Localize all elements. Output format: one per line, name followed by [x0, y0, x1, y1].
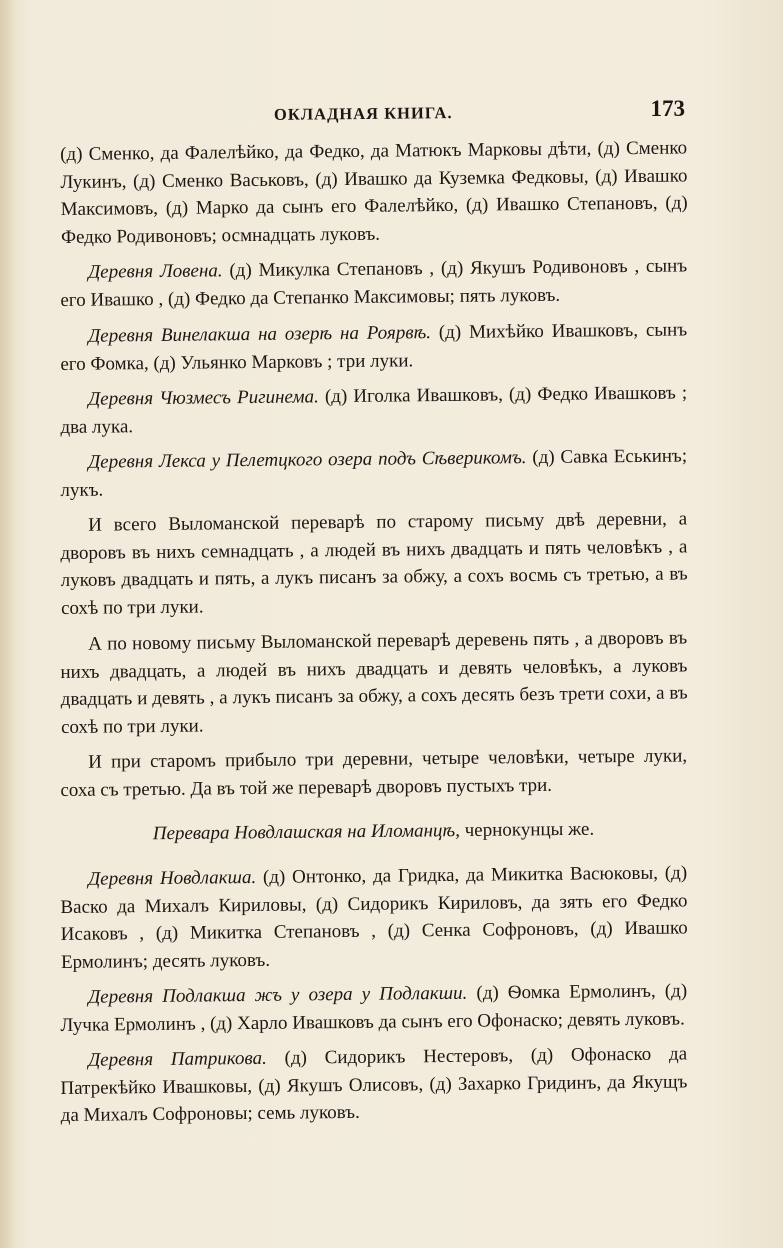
page-header — [60, 96, 685, 136]
paragraph — [60, 379, 688, 441]
paragraph-text: (д) Микулка Степановъ , (д) Якушъ Родивоновъ , сынъ его Ивашко , (д) Федко да Степанко Максимовы; пять луковъ. — [60, 255, 688, 311]
village-name: Деревня Патрикова. — [88, 1048, 267, 1071]
paragraph — [60, 253, 688, 315]
paragraph — [60, 977, 688, 1039]
section-heading — [60, 815, 687, 849]
paragraph-text: А по новому письму Выломанской переварѣ деревень пять , а дворовъ въ нихъ двадцать, а людей въ нихъ двадцать и девять человѣкъ, а луковъ двадцать и девять , а лукъ писанъ за обжу, а сохъ десять безъ трети сохи, а въ сохѣ по три луки. — [60, 626, 688, 738]
paragraph-text: (д) Сидорикъ Нестеровъ, (д) Офонаско да Патрекѣйко Ивашковы, (д) Якушъ Олисовъ, (д) Захарко Гридинъ, да Якущъ да Михалъ Софроновы; семь луковъ. — [60, 1043, 688, 1127]
village-name: Деревня Лекса у Пелетцкого озера подъ Сѣверикомъ. — [88, 447, 527, 473]
paragraph — [60, 506, 688, 623]
page-body — [60, 137, 688, 1138]
paragraph-text: И при старомъ прибыло три деревни, четыре человѣки, четыре луки, соха съ третью. Да въ той же переварѣ дворовъ пустыхъ три. — [60, 745, 688, 801]
village-name: Деревня Ловена. — [88, 260, 223, 284]
section-heading-italic: Перевара Новдлашская на Иломанцѣ, — [152, 820, 461, 845]
paragraph — [60, 316, 688, 378]
paragraph — [60, 1041, 688, 1130]
village-name: Деревня Винелакша на озерѣ на Роярвѣ. — [88, 321, 432, 347]
page-number: 173 — [650, 96, 685, 121]
paragraph — [60, 134, 688, 251]
paragraph-text: (д) Сменко, да Фалелѣйко, да Федко, да Матюкъ Марковы дѣти, (д) Сменко Лукинъ, (д) Сменко Васьковъ, (д) Ивашко да Куземка Федковы, (д) Ивашко Максимовъ, (д) Марко да сынъ его Фалелѣйко, (д) Ивашко Степановъ, (д) Федко Родивоновъ; осмнадцать луковъ. — [60, 137, 688, 248]
paragraph-text: (д) Иголка Ивашковъ, (д) Федко Ивашковъ ; два лука. — [60, 382, 688, 438]
village-name: Деревня Новдлакша. — [88, 866, 257, 890]
running-title: ОКЛАДНАЯ КНИГА. — [273, 103, 453, 124]
paragraph-text: И всего Выломанской переварѣ по старому письму двѣ деревни, а дворовъ въ нихъ семнадцать , а людей въ нихъ двадцать и пять человѣкъ , а луковъ двадцать и пять, а лукъ писанъ за обжу, а сохъ восмь съ третью, а въ сохѣ по три луки. — [60, 508, 688, 619]
paragraph — [60, 859, 688, 976]
paragraph-text: (д) Савка Еськинъ; лукъ. — [60, 445, 688, 501]
paragraph-text: (д) Онтонко, да Гридка, да Микитка Васюковы, (д) Васко да Михалъ Кириловы, (д) Сидорикъ Кириловъ, да зять его Федко Исаковъ , (д) Микитка Степановъ , (д) Сенка Софроновъ, (д) Ивашко Ермолинъ; десять луковъ. — [60, 862, 688, 973]
paragraph — [60, 624, 688, 741]
paragraph-text: (д) Михѣйко Ивашковъ, сынъ его Фомка, (д) Ульянко Марковъ ; три луки. — [60, 318, 688, 375]
village-name: Деревня Чюзмесъ Ригинема. — [88, 386, 319, 410]
page-gutter-shadow — [0, 0, 14, 1248]
paragraph — [60, 742, 688, 804]
paragraph — [60, 442, 688, 504]
village-name: Деревня Подлакша жъ у озера у Подлакши. — [88, 982, 468, 1008]
paragraph-text: (д) Ѳомка Ермолинъ, (д) Лучка Ермолинъ , (д) Харло Ивашковъ да сынъ его Офонаско; девять луковъ. — [60, 980, 688, 1036]
section-heading-plain: чернокунцы же. — [459, 818, 595, 842]
